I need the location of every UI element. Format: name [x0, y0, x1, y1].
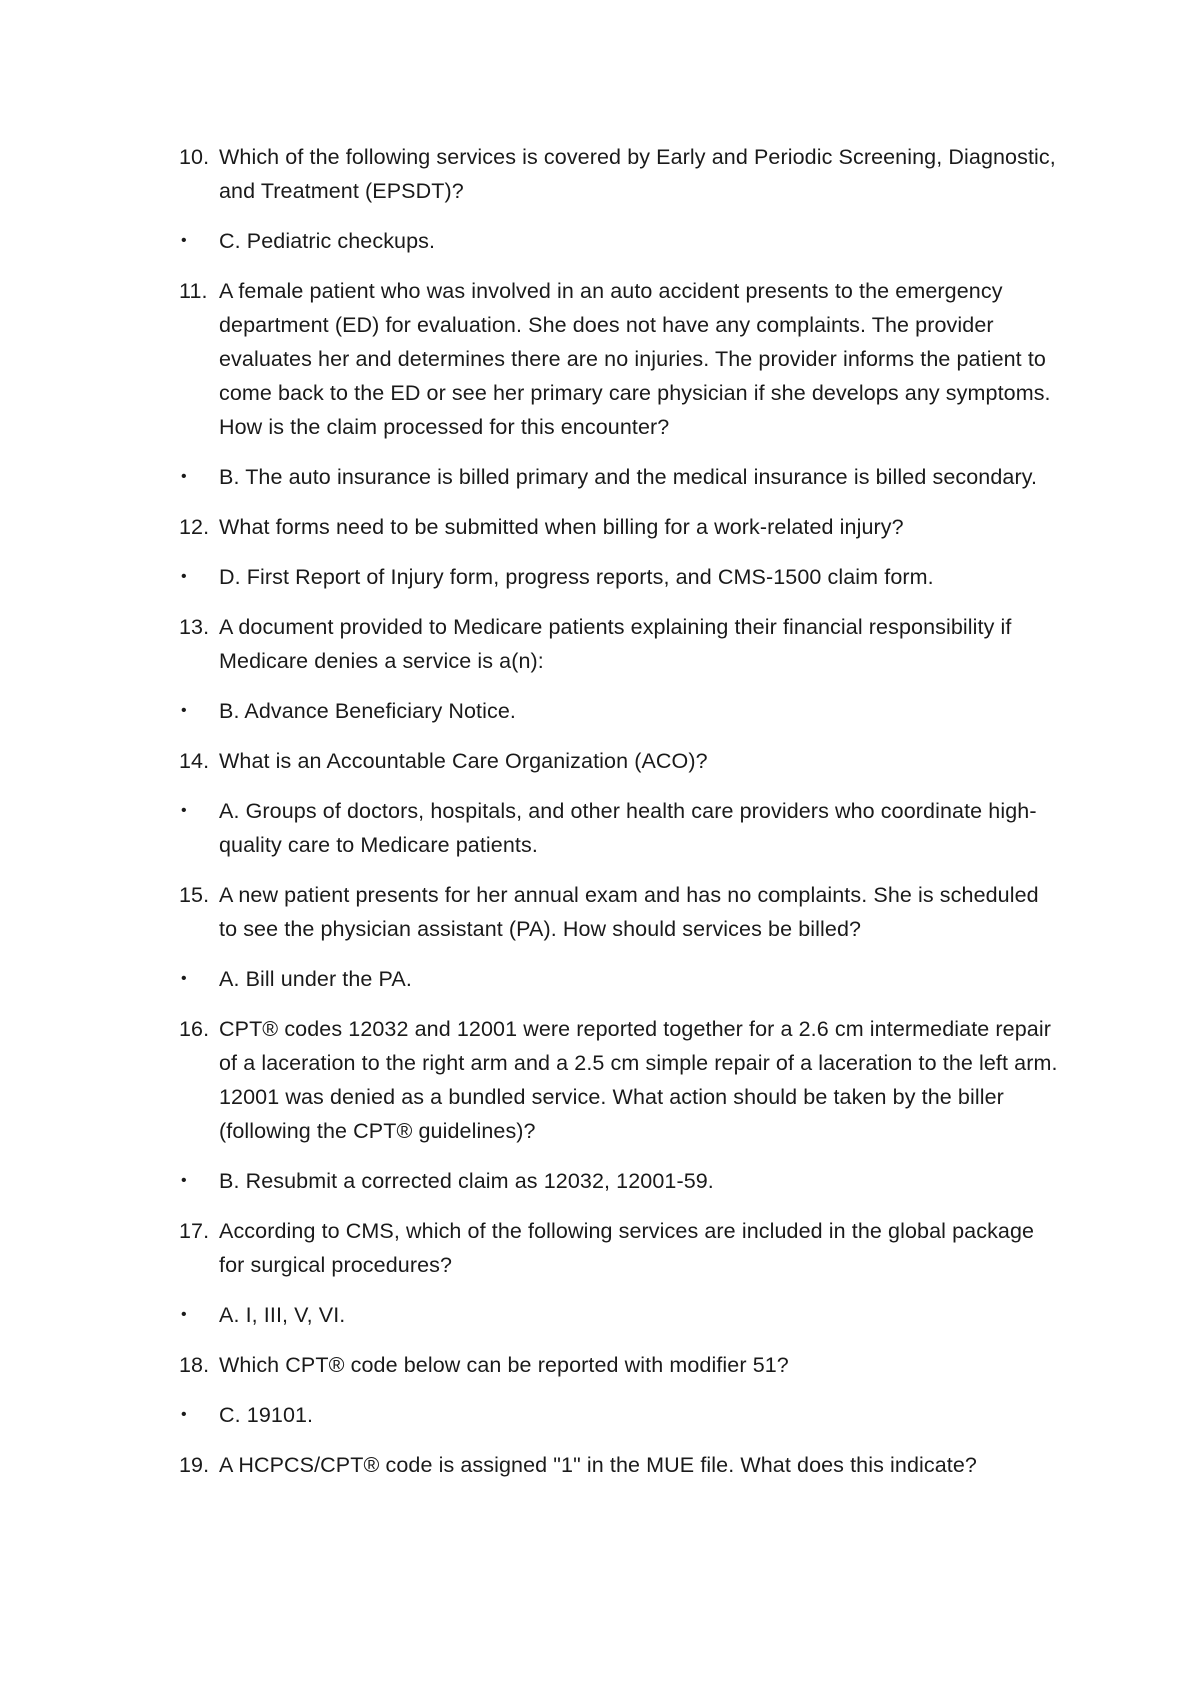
answer-13: [179, 694, 1059, 728]
question-10: [179, 140, 1059, 208]
bullet-icon: •: [181, 970, 187, 987]
answer-17: [179, 1298, 1059, 1332]
question-text: According to CMS, which of the following services are included in the global package for surgical procedures?: [219, 1219, 1035, 1277]
question-17: [179, 1214, 1059, 1282]
bullet-icon: •: [181, 1172, 187, 1189]
question-number: 13.: [179, 615, 210, 639]
answer-14: [179, 794, 1059, 862]
question-13: [179, 610, 1059, 678]
bullet-icon: •: [181, 802, 187, 819]
question-11: [179, 274, 1059, 444]
question-text: A HCPCS/CPT® code is assigned "1" in the MUE file. What does this indicate?: [219, 1453, 977, 1477]
question-text: Which of the following services is covered by Early and Periodic Screening, Diagnostic, and Treatment (EPSDT)?: [219, 145, 1056, 203]
answer-text: B. Resubmit a corrected claim as 12032, 12001-59.: [219, 1169, 714, 1193]
question-number: 11.: [179, 279, 208, 303]
question-15: [179, 878, 1059, 946]
question-number: 15.: [179, 883, 210, 907]
bullet-icon: •: [181, 468, 187, 485]
answer-text: B. Advance Beneficiary Notice.: [219, 699, 516, 723]
answer-text: A. Groups of doctors, hospitals, and other health care providers who coordinate high-quality care to Medicare patients.: [219, 799, 1037, 857]
question-text: Which CPT® code below can be reported with modifier 51?: [219, 1353, 789, 1377]
answer-16: [179, 1164, 1059, 1198]
question-number: 14.: [179, 749, 210, 773]
bullet-icon: •: [181, 1406, 187, 1423]
answer-text: C. 19101.: [219, 1403, 314, 1427]
answer-18: [179, 1398, 1059, 1432]
answer-15: [179, 962, 1059, 996]
question-text: A new patient presents for her annual exam and has no complaints. She is scheduled to see the physician assistant (PA). How should services be billed?: [219, 883, 1039, 941]
question-text: CPT® codes 12032 and 12001 were reported together for a 2.6 cm intermediate repair of a laceration to the right arm and a 2.5 cm simple repair of a laceration to the left arm. 12001 was denied as a bundled service. What action should be taken by the biller (following the CPT® guidelines)?: [219, 1017, 1058, 1143]
answer-text: D. First Report of Injury form, progress reports, and CMS-1500 claim form.: [219, 565, 934, 589]
question-number: 16.: [179, 1017, 210, 1041]
question-number: 10.: [179, 145, 210, 169]
question-text: A female patient who was involved in an auto accident presents to the emergency department (ED) for evaluation. She does not have any complaints. The provider evaluates her and determines there are no injuries. The provider informs the patient to come back to the ED or see her primary care physician if she develops any symptoms. How is the claim processed for this encounter?: [219, 279, 1051, 439]
question-16: [179, 1012, 1059, 1148]
answer-12: [179, 560, 1059, 594]
question-19: [179, 1448, 1059, 1482]
document-content: [179, 140, 1059, 1498]
question-12: [179, 510, 1059, 544]
bullet-icon: •: [181, 702, 187, 719]
question-number: 12.: [179, 515, 210, 539]
bullet-icon: •: [181, 568, 187, 585]
question-text: A document provided to Medicare patients explaining their financial responsibility if Medicare denies a service is a(n):: [219, 615, 1012, 673]
answer-10: [179, 224, 1059, 258]
answer-11: [179, 460, 1059, 494]
question-number: 18.: [179, 1353, 210, 1377]
question-text: What forms need to be submitted when billing for a work-related injury?: [219, 515, 904, 539]
answer-text: A. Bill under the PA.: [219, 967, 412, 991]
answer-text: C. Pediatric checkups.: [219, 229, 436, 253]
question-number: 19.: [179, 1453, 210, 1477]
question-14: [179, 744, 1059, 778]
bullet-icon: •: [181, 1306, 187, 1323]
question-text: What is an Accountable Care Organization (ACO)?: [219, 749, 708, 773]
answer-text: A. I, III, V, VI.: [219, 1303, 346, 1327]
answer-text: B. The auto insurance is billed primary and the medical insurance is billed secondary.: [219, 465, 1038, 489]
question-18: [179, 1348, 1059, 1382]
bullet-icon: •: [181, 232, 187, 249]
question-number: 17.: [179, 1219, 210, 1243]
